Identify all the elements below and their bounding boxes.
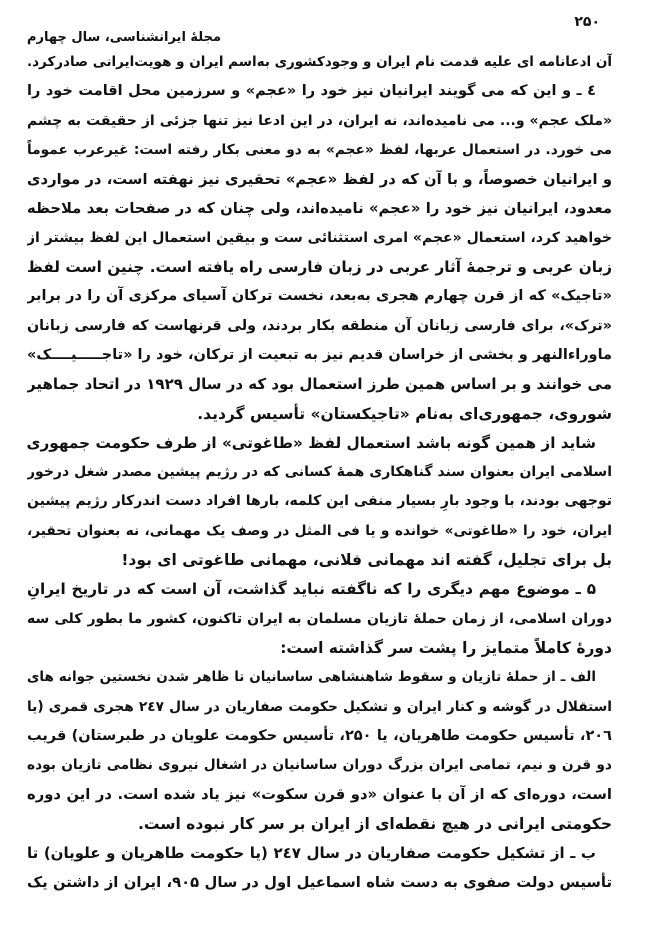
body-text — [27, 48, 612, 898]
text-line: استقلال در گوشه و کنار ایران و تشکیل حکومت صفاریان در سال ۲٤۷ هجری قمری (یا — [27, 698, 612, 715]
text-line: دوران اسلامی، از زمان حملهٔ تازیان مسلمان به ایران تاکنون، کشور ما بطور کلی سه — [27, 610, 612, 627]
text-line: می خوانند و بر اساس همین طرز استعمال بود که در سال ۱۹۲۹ در اتحاد جماهیر — [27, 375, 612, 394]
text-line: است، دوره‌ای که از آن با عنوان «دو قرن سکوت» نیز یاد شده است. در این دوره — [27, 786, 612, 804]
text-line: معدود، ایرانیان نیز خود را «عجم» نامیده‌اند، ولی چنان که در صفحات بعد ملاحظه — [27, 200, 612, 218]
page-number: ۲۵۰ — [574, 14, 600, 30]
text-line: ۲۰٦، تأسیس حکومت طاهریان، یا ۲۵۰، تأسیس حکومت علویان در طبرستان) قریب — [27, 727, 612, 744]
text-line: ایران، خود را «طاغوتی» خوانده و یا فی المثل در وصف یک مهمانی، نه بعنوان تحقیر، — [27, 522, 612, 539]
text-line: دورهٔ کاملاً متمایز را پشت سر گذاشته است: — [280, 638, 612, 657]
text-line: الف ـ از حملهٔ تازیان و سقوط شاهنشاهی ساسانیان تا ظاهر شدن نخستین جوانه های — [27, 669, 596, 686]
text-line: «ترک»، برای فارسی زبانان آن منطقه بکار بردند، ولی قرنهاست که فارسی زبانان — [27, 317, 612, 334]
text-line: خواهید کرد، استعمال «عجم» امری استثنائی ست و بیقین استعمال این لفظ بیشتر از — [27, 229, 612, 246]
text-line: اسلامی ایران بعنوان سند گناهکاری همهٔ کسانی که در رژیم پیشین مصدر شغل درخور — [27, 464, 612, 481]
text-line: «ملک عجم» و... می نامیده‌اند، نه ایران، در این ادعا نیز تنها جزئی از حقیقت به چشم — [27, 112, 612, 129]
text-line: شاید از همین گونه باشد استعمال لفظ «طاغوتی» از طرف حکومت جمهوری — [27, 433, 596, 452]
text-line: دو قرن و نیم، تمامی ایران بزرگ دوران ساسانیان در اشغال نیروی نظامی تازیان بوده — [27, 757, 612, 774]
text-line: و ایرانیان خصوصاً، و با آن که در لفظ «عجم» تحقیری نیز نهفته است، در مواردی — [27, 171, 612, 189]
text-line: ۵ ـ موضوع مهم دیگری را که ناگفته نباید گذاشت، آن است که در تاریخ ایرانِ — [27, 580, 596, 599]
text-line: تأسیس دولت صفوی به دست شاه اسماعیل اول در سال ۹۰۵، ایران از داشتن یک — [27, 874, 612, 892]
text-line: ب ـ از تشکیل حکومت صفاریان در سال ۲٤۷ (یا حکومت طاهریان و علویان) تا — [27, 844, 596, 863]
text-line: زبان عربی و ترجمهٔ آثار عربی در زبان فارسی راه یافته است. چنین است لفظ — [27, 258, 612, 277]
running-header-journal-title: مجلهٔ ایرانشناسی، سال چهارم — [27, 30, 222, 45]
text-line: ٤ ـ و این که می گویند ایرانیان نیز خود را «عجم» و سرزمین محل اقامت خود را — [27, 83, 596, 100]
text-line: بل برای تجلیل، گفته اند مهمانی فلانی، مهمانی طاغوتی ای بود! — [121, 551, 612, 570]
text-line: توجهی بودند، با وجود بارِ بسیار منفی این کلمه، بارها افراد دست اندرکار رژیم پیشین — [27, 493, 612, 510]
text-line: آن ادعانامه ای علیه قدمت نام ایران و وجودکشوری به‌اسم ایران و هویت‌ایرانی صادرکرد. — [27, 54, 612, 70]
text-line: «تاجیک» که از قرن چهارم هجری به‌بعد، نخست ترکان آسیای مرکزی آن را در برابر — [27, 288, 612, 305]
text-line: می خورد. در استعمال عربها، لفظ «عجم» به دو معنی بکار رفته است: غیرعرب عموماً — [27, 141, 612, 158]
text-line: شوروی، جمهوری‌ای به‌نام «تاجیکستان» تأسیس گردید. — [197, 404, 612, 423]
text-line: حکومتی ایرانی در هیچ نقطه‌ای از ایران بر سر کار نبوده است. — [137, 814, 612, 833]
text-line: ماوراء‌النهر و بخشی از خراسان قدیم نیز به تبعیت از ترکان، خود را «تاجـــــیــــک» — [27, 346, 612, 363]
